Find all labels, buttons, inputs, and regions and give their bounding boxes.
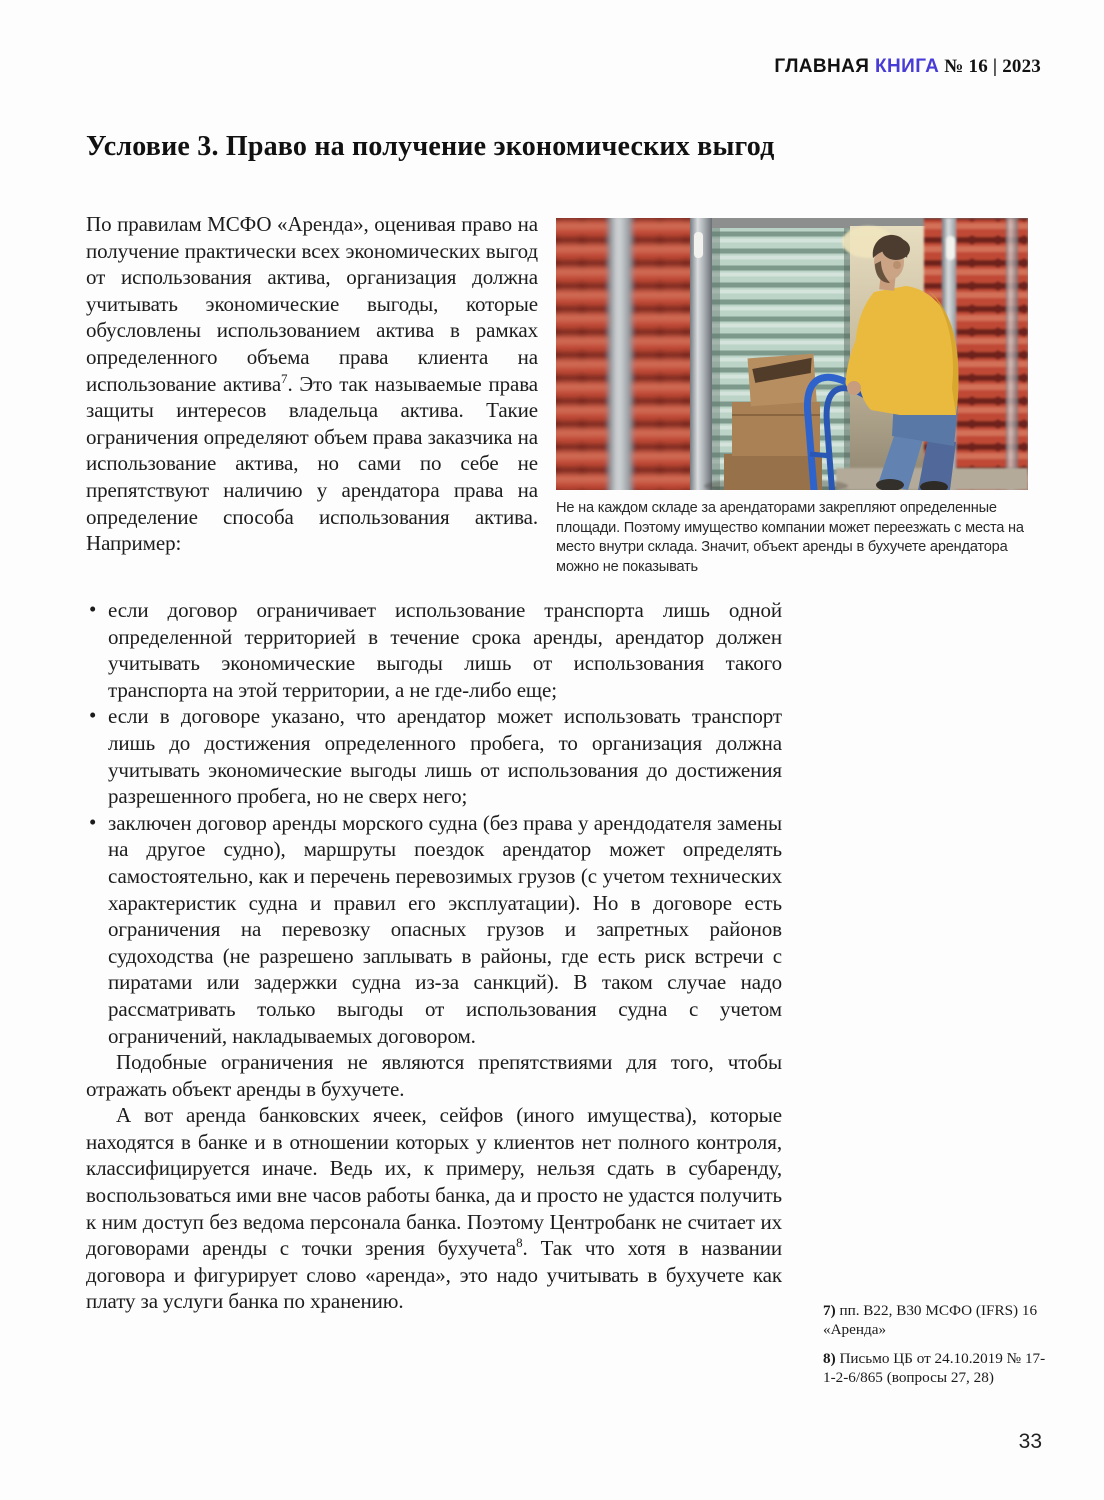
footnote-ref-8: 8 — [516, 1235, 523, 1251]
list-item — [86, 810, 782, 1049]
intro-text-continued: . Это так называемые права защиты интересов владельца актива. Такие ограничения определяют объем права заказчика на использование актива, но сами по себе не препятствуют наличию у арендатора права на определение способа использования актива. Например: — [86, 371, 538, 556]
page-header — [774, 56, 1041, 78]
footnote-number: 7) — [823, 1302, 836, 1319]
bullet-icon: • — [89, 597, 97, 621]
intro-paragraph — [86, 211, 538, 557]
paragraph-restrictions: Подобные ограничения не являются препятствиями для того, чтобы отражать объект аренды в бухучете. — [86, 1050, 782, 1101]
photo-caption: Не на каждом складе за арендаторами закрепляют определенные площади. Поэтому имущество компании может переезжать с места на место внутри склада. Значит, объект аренды в бухучете арендатора можно не показывать — [556, 500, 1024, 575]
footnote-7 — [823, 1301, 1047, 1339]
footnote-ref-7: 7 — [281, 370, 288, 386]
storage-warehouse-photo — [556, 218, 1028, 490]
bullet-icon: • — [89, 809, 97, 834]
footnote-number: 8) — [823, 1350, 836, 1367]
bullet-list — [86, 597, 782, 1049]
list-item-text: заключен договор аренды морского судна (без права у арендодателя замены на другое судно), маршруты поездок арендатор может определять самостоятельно, как и перечень перевозимых грузов (с учетом технических характеристик судна и правил его эксплуатации). Но в договоре есть ограничения на перевозку опасных грузов и запретных районов судоходства (не разрешено заплывать в районы, где есть риск встречи с пиратами или задержки судна из-за санкций). В таком случае надо рассматривать только выгоды от использования судна с учетом ограничений, накладываемых договором. — [108, 810, 782, 1048]
bullet-icon: • — [89, 703, 97, 728]
list-item — [86, 703, 782, 809]
footnote-text: пп. В22, В30 МСФО (IFRS) 16 «Аренда» — [823, 1302, 1038, 1338]
footnote-8 — [823, 1349, 1047, 1387]
article-heading: Условие 3. Право на получение экономических выгод — [86, 131, 775, 162]
paragraph-text-continued: . Так что хотя в названии договора и фигурирует слово «аренда», это надо учитывать в бухучете как плату за услуги банка по хранению. — [86, 1236, 782, 1314]
paragraph-bank-cells — [86, 1102, 782, 1315]
footnote-text: Письмо ЦБ от 24.10.2019 № 17-1-2-6/865 (вопросы 27, 28) — [823, 1350, 1046, 1386]
article-body — [86, 597, 782, 1315]
footnotes — [823, 1301, 1047, 1387]
paragraph-text: А вот аренда банковских ячеек, сейфов (иного имущества), которые находятся в банке и в отношении которых у клиентов нет полного контроля, классифицируется иначе. Ведь их, к примеру, нельзя сдать в субаренду, воспользоваться ими вне часов работы банка, да и просто не удастся получить к ним доступ без ведома персонала банка. Поэтому Центробанк не считает их договорами аренды с точки зрения бухучета — [86, 1103, 782, 1261]
list-item-text: если в договоре указано, что арендатор может использовать транспорт лишь до достижения определенного пробега, то организация должна учитывать экономические выгоды лишь от использования до достижения разрешенного пробега, но не сверх него; — [108, 704, 782, 809]
issue-number: № 16 | 2023 — [939, 56, 1041, 77]
magazine-title-accent: КНИГА — [875, 56, 940, 77]
photo-figure — [556, 218, 1028, 577]
magazine-title-main: ГЛАВНАЯ — [774, 56, 876, 77]
intro-text: По правилам МСФО «Аренда», оценивая право на получение практически всех экономических выгод от использования актива, организация должна учитывать экономические выгоды, которые обусловлены использованием актива в рамках определенного объема права клиента на использование актива — [86, 212, 538, 396]
list-item-text: если договор ограничивает использование транспорта лишь одной определенной территорией в течение срока аренды, арендатор должен учитывать экономические выгоды лишь от использования такого транспорта на этой территории, а не где-либо еще; — [108, 598, 782, 702]
page-number: 33 — [1018, 1430, 1042, 1453]
list-item — [86, 597, 782, 703]
